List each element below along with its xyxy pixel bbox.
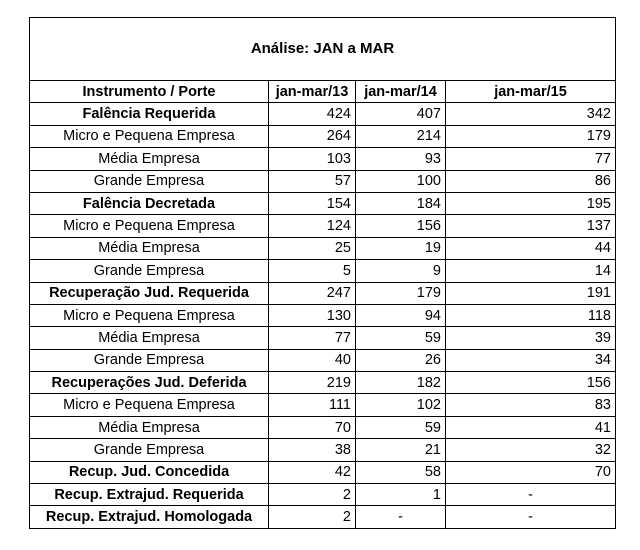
table-group-row	[30, 506, 616, 528]
value-cell: -	[356, 506, 446, 528]
table-title: Análise: JAN a MAR	[30, 18, 616, 81]
value-cell: -	[446, 484, 616, 506]
table-group-row	[30, 461, 616, 483]
value-cell: 2	[269, 506, 356, 528]
row-label: Micro e Pequena Empresa	[30, 394, 269, 416]
value-cell: 14	[446, 260, 616, 282]
value-cell: 21	[356, 439, 446, 461]
value-cell: 83	[446, 394, 616, 416]
value-cell: 124	[269, 215, 356, 237]
value-cell: 40	[269, 349, 356, 371]
header-jan-mar-15: jan-mar/15	[446, 81, 616, 103]
value-cell: 130	[269, 304, 356, 326]
header-row	[30, 81, 616, 103]
row-label: Micro e Pequena Empresa	[30, 304, 269, 326]
value-cell: 32	[446, 439, 616, 461]
value-cell: 34	[446, 349, 616, 371]
row-label: Grande Empresa	[30, 170, 269, 192]
table-row	[30, 349, 616, 371]
value-cell: 59	[356, 327, 446, 349]
value-cell: 424	[269, 103, 356, 125]
table-row	[30, 439, 616, 461]
value-cell: 41	[446, 416, 616, 438]
value-cell: 100	[356, 170, 446, 192]
value-cell: 179	[356, 282, 446, 304]
value-cell: 1	[356, 484, 446, 506]
header-instrument: Instrumento / Porte	[30, 81, 269, 103]
table-row	[30, 125, 616, 147]
value-cell: 77	[269, 327, 356, 349]
value-cell: 195	[446, 192, 616, 214]
table-row	[30, 148, 616, 170]
analysis-table	[29, 17, 616, 529]
value-cell: 111	[269, 394, 356, 416]
value-cell: 26	[356, 349, 446, 371]
row-label: Recup. Extrajud. Homologada	[30, 506, 269, 528]
row-label: Recuperação Jud. Requerida	[30, 282, 269, 304]
table-row	[30, 394, 616, 416]
value-cell: 25	[269, 237, 356, 259]
value-cell: 103	[269, 148, 356, 170]
value-cell: 137	[446, 215, 616, 237]
value-cell: 154	[269, 192, 356, 214]
row-label: Recuperações Jud. Deferida	[30, 372, 269, 394]
value-cell: 264	[269, 125, 356, 147]
value-cell: 247	[269, 282, 356, 304]
value-cell: 9	[356, 260, 446, 282]
table-group-row	[30, 372, 616, 394]
row-label: Micro e Pequena Empresa	[30, 215, 269, 237]
value-cell: -	[446, 506, 616, 528]
value-cell: 191	[446, 282, 616, 304]
table-row	[30, 237, 616, 259]
header-jan-mar-14: jan-mar/14	[356, 81, 446, 103]
table-row	[30, 304, 616, 326]
row-label: Grande Empresa	[30, 439, 269, 461]
value-cell: 93	[356, 148, 446, 170]
value-cell: 77	[446, 148, 616, 170]
row-label: Falência Decretada	[30, 192, 269, 214]
value-cell: 94	[356, 304, 446, 326]
value-cell: 70	[446, 461, 616, 483]
table-group-row	[30, 192, 616, 214]
table-row	[30, 170, 616, 192]
row-label: Grande Empresa	[30, 349, 269, 371]
value-cell: 5	[269, 260, 356, 282]
value-cell: 407	[356, 103, 446, 125]
value-cell: 184	[356, 192, 446, 214]
table-group-row	[30, 282, 616, 304]
table-row	[30, 215, 616, 237]
value-cell: 2	[269, 484, 356, 506]
row-label: Recup. Extrajud. Requerida	[30, 484, 269, 506]
value-cell: 118	[446, 304, 616, 326]
row-label: Recup. Jud. Concedida	[30, 461, 269, 483]
value-cell: 156	[446, 372, 616, 394]
header-jan-mar-13: jan-mar/13	[269, 81, 356, 103]
table-row	[30, 416, 616, 438]
value-cell: 39	[446, 327, 616, 349]
title-row	[30, 18, 616, 81]
row-label: Média Empresa	[30, 416, 269, 438]
value-cell: 19	[356, 237, 446, 259]
table-row	[30, 327, 616, 349]
value-cell: 342	[446, 103, 616, 125]
table-group-row	[30, 484, 616, 506]
value-cell: 179	[446, 125, 616, 147]
value-cell: 70	[269, 416, 356, 438]
value-cell: 102	[356, 394, 446, 416]
row-label: Média Empresa	[30, 148, 269, 170]
row-label: Falência Requerida	[30, 103, 269, 125]
value-cell: 182	[356, 372, 446, 394]
table-group-row	[30, 103, 616, 125]
value-cell: 44	[446, 237, 616, 259]
value-cell: 59	[356, 416, 446, 438]
value-cell: 42	[269, 461, 356, 483]
table-body	[30, 18, 616, 529]
value-cell: 214	[356, 125, 446, 147]
value-cell: 219	[269, 372, 356, 394]
row-label: Micro e Pequena Empresa	[30, 125, 269, 147]
value-cell: 57	[269, 170, 356, 192]
row-label: Média Empresa	[30, 327, 269, 349]
value-cell: 58	[356, 461, 446, 483]
value-cell: 38	[269, 439, 356, 461]
row-label: Grande Empresa	[30, 260, 269, 282]
table-row	[30, 260, 616, 282]
value-cell: 86	[446, 170, 616, 192]
value-cell: 156	[356, 215, 446, 237]
row-label: Média Empresa	[30, 237, 269, 259]
